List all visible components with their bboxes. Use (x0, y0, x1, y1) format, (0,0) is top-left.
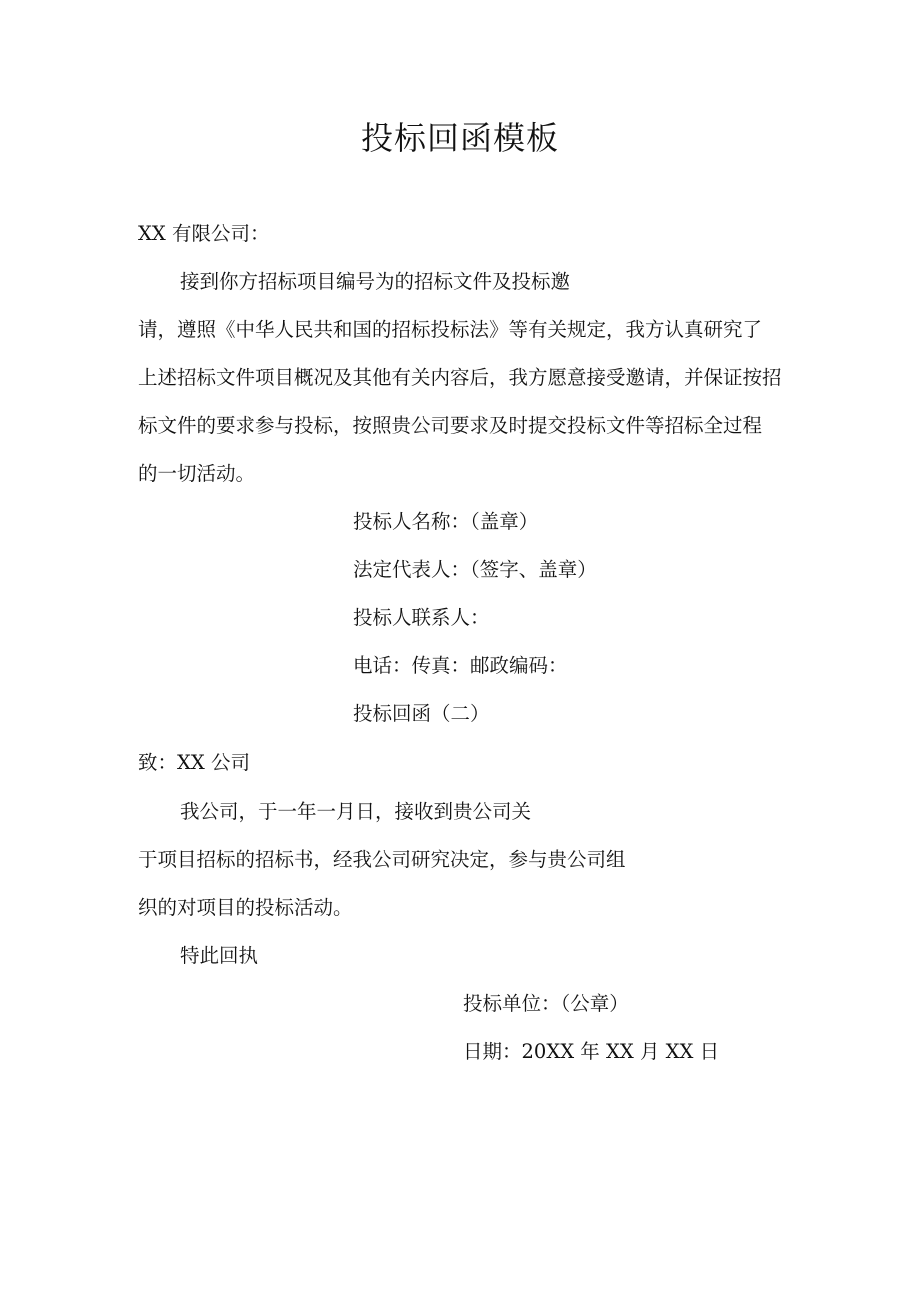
receipt-line-3: 织的对项目的投标活动。 (138, 896, 353, 919)
body-line-5: 的一切活动。 (138, 462, 256, 485)
body-line-3: 上述招标文件项目概况及其他有关内容后，我方愿意接受邀请，并保证按招 (138, 366, 782, 389)
receipt-line-1: 我公司，于一年一月日，接收到贵公司关 (180, 800, 532, 823)
closing-text: 特此回执 (180, 944, 259, 967)
receipt-line-2: 于项目招标的招标书，经我公司研究决定，参与贵公司组 (138, 848, 626, 871)
second-letter-heading: 投标回函（二） (353, 702, 490, 725)
date-line: 日期：20XX 年 XX 月 XX 日 (463, 1040, 720, 1063)
document-title: 投标回函模板 (360, 119, 559, 157)
salutation-2: 致：XX 公司 (138, 751, 250, 774)
body-line-4: 标文件的要求参与投标，按照贵公司要求及时提交投标文件等招标全过程 (138, 414, 763, 437)
phone-fax-zip-line: 电话：传真：邮政编码： (353, 654, 568, 677)
body-line-1: 接到你方招标项目编号为的招标文件及投标邀 (180, 270, 571, 293)
bidder-name-line: 投标人名称：（盖章） (353, 510, 539, 533)
body-line-2: 请，遵照《中华人民共和国的招标投标法》等有关规定，我方认真研究了 (138, 318, 763, 341)
legal-representative-line: 法定代表人：（签字、盖章） (353, 558, 597, 581)
salutation-1: XX 有限公司： (138, 222, 270, 245)
bidder-unit-line: 投标单位：（公章） (463, 992, 629, 1015)
bidder-contact-line: 投标人联系人： (353, 606, 490, 629)
